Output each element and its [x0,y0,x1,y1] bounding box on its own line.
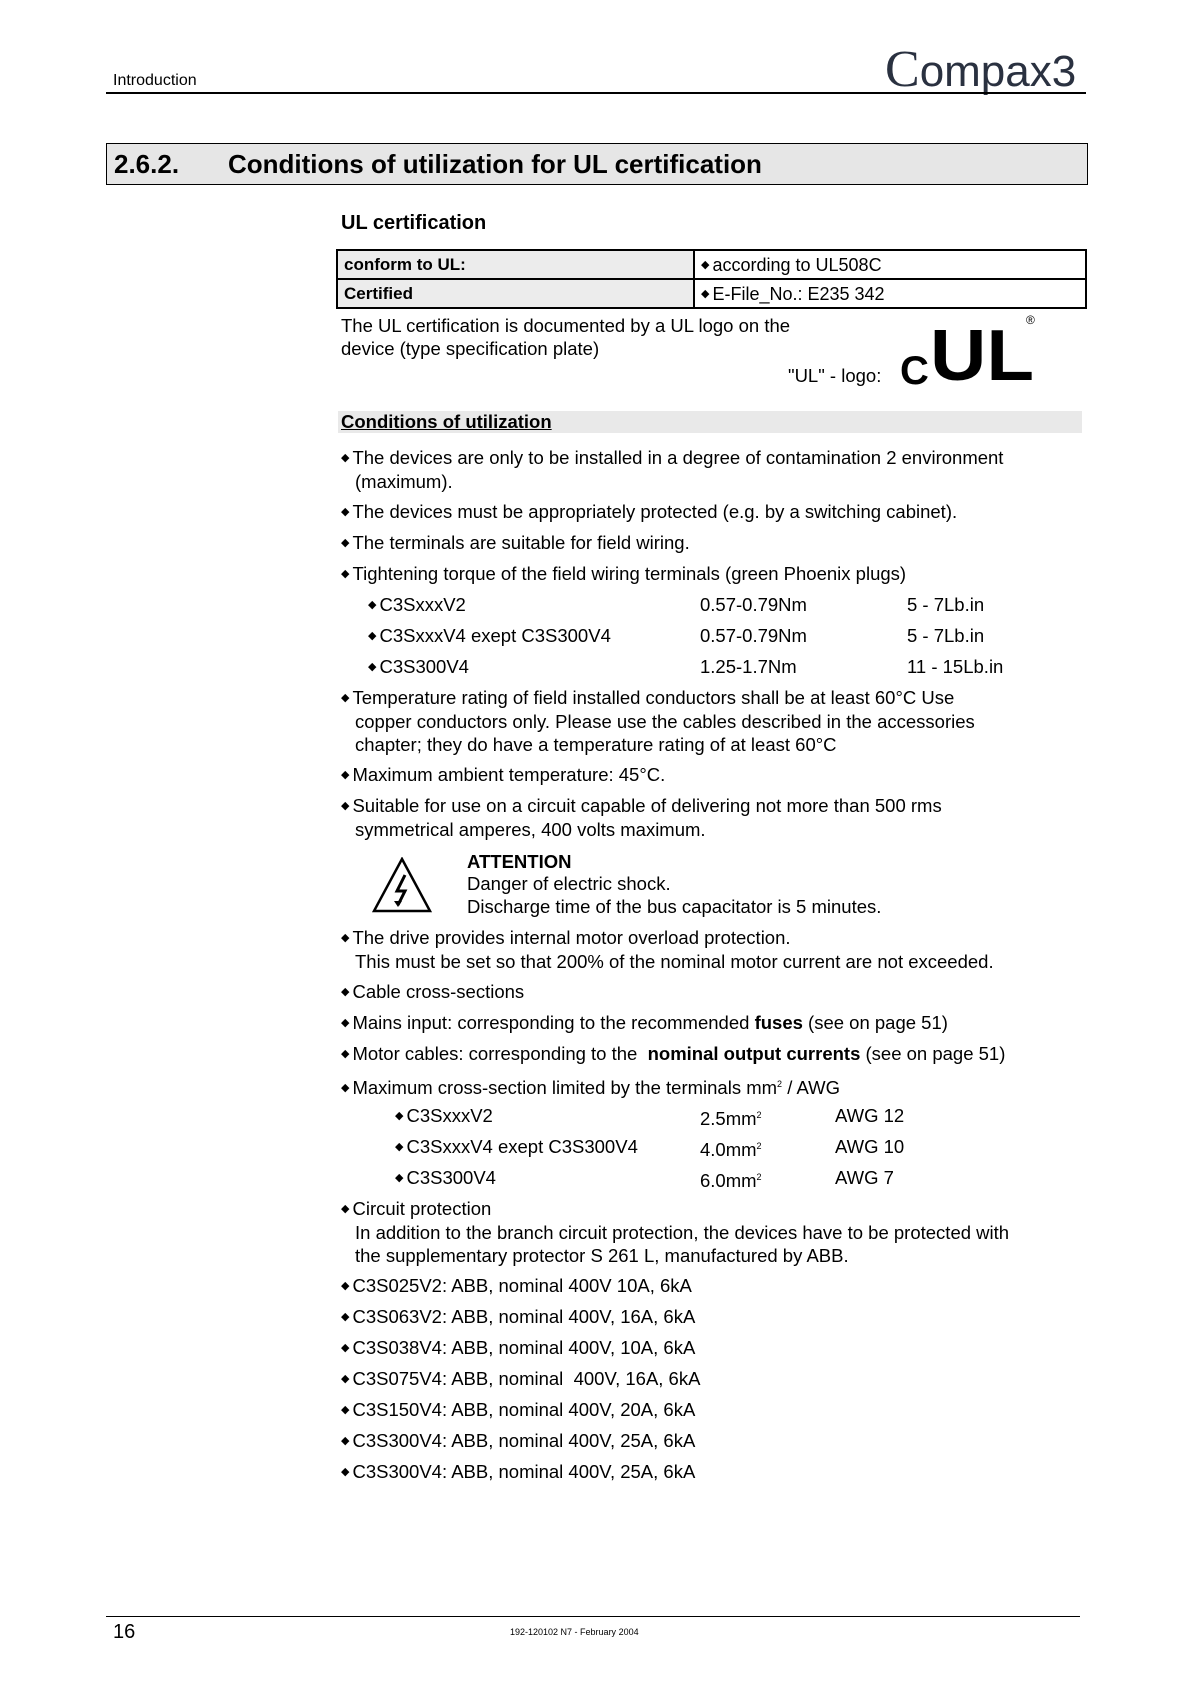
torque-lbin: 5 - 7Lb.in [907,625,985,646]
superscript: 2 [756,1141,762,1151]
attention-title: ATTENTION [467,851,572,872]
ul-logo-caption: "UL" - logo: [788,365,882,386]
list-item-text: The devices must be appropriately protected (e.g. by a switching cabinet). [352,501,958,522]
torque-device [368,593,466,617]
footer-divider [106,1616,1080,1617]
torque-device-text: C3S300V4 [379,656,469,677]
diamond-bullet-icon: ◆ [368,661,377,673]
diamond-bullet-icon: ◆ [341,452,350,464]
protector-item [341,1398,695,1422]
diamond-bullet-icon: ◆ [341,537,350,549]
cross-section-device-text: C3S300V4 [406,1167,496,1188]
list-item [341,763,665,787]
diamond-bullet-icon: ◆ [341,1017,350,1029]
list-item [341,1073,840,1100]
ul-description-line: device (type specification plate) [341,338,600,359]
table-value-text: E-File_No.: E235 342 [712,283,885,304]
diamond-bullet-icon: ◆ [701,287,710,300]
list-item [341,1042,1005,1066]
cross-section-mm [700,1166,762,1192]
diamond-bullet-icon: ◆ [341,692,350,704]
torque-device-text: C3SxxxV2 [379,594,466,615]
cross-section-device-text: C3SxxxV2 [406,1105,493,1126]
list-item-text: chapter; they do have a temperature rating of at least 60°C [355,734,837,755]
superscript: 2 [756,1172,762,1182]
diamond-bullet-icon: ◆ [341,1082,350,1095]
list-item-text: Mains input: corresponding to the recommended [352,1012,755,1033]
protector-text: C3S063V2: ABB, nominal 400V, 16A, 6kA [352,1306,696,1327]
diamond-bullet-icon: ◆ [341,506,350,518]
cross-section-mm-text: 6.0mm [700,1170,757,1192]
protector-text: C3S075V4: ABB, nominal 400V, 16A, 6kA [352,1368,701,1389]
attention-line: Discharge time of the bus capacitator is 5 minutes. [467,896,882,917]
ul-description-line: The UL certification is documented by a UL logo on the [341,315,791,336]
cross-section-mm-text: 2.5mm [700,1108,757,1130]
list-item-text: Cable cross-sections [352,981,525,1002]
document-reference: 192-120102 N7 - February 2004 [510,1627,639,1637]
header-section-label: Introduction [113,72,197,89]
diamond-bullet-icon: ◆ [368,630,377,642]
diamond-bullet-icon: ◆ [701,258,710,271]
protector-text: C3S300V4: ABB, nominal 400V, 25A, 6kA [352,1461,696,1482]
table-value-text: according to UL508C [712,254,882,275]
fuses-link-text: fuses [754,1012,803,1033]
list-item-text: Temperature rating of field installed conductors shall be at least 60°C Use [352,687,955,708]
protector-text: C3S025V2: ABB, nominal 400V 10A, 6kA [352,1275,692,1296]
protector-item [341,1305,695,1329]
header-divider [106,92,1086,94]
diamond-bullet-icon: ◆ [368,599,377,611]
torque-device [368,655,469,679]
logo-c: C [885,41,920,98]
protector-item [341,1429,695,1453]
list-item-text: Maximum cross-section limited by the terminals mm [352,1077,778,1099]
logo-text: ompax3 [919,47,1077,96]
diamond-bullet-icon: ◆ [341,1466,350,1478]
electric-shock-warning-icon [372,857,432,913]
list-item-text: the supplementary protector S 261 L, manufactured by ABB. [355,1245,849,1266]
list-item-text: The drive provides internal motor overload protection. [352,927,791,948]
list-item [341,562,906,586]
table-key: Certified [337,279,694,308]
protector-item [341,1336,695,1360]
compax3-logo [885,40,1076,99]
torque-nm: 0.57-0.79Nm [700,594,807,615]
diamond-bullet-icon: ◆ [341,1203,350,1215]
ul-description [341,314,841,360]
list-item [341,686,975,756]
list-item [341,926,994,973]
torque-nm: 1.25-1.7Nm [700,656,797,677]
cross-section-mm [700,1104,762,1130]
cross-section-awg: AWG 12 [835,1105,905,1126]
table-row [337,250,1086,279]
ul-certification-title: UL certification [341,212,487,234]
cross-section-mm [700,1135,762,1161]
diamond-bullet-icon: ◆ [341,1311,350,1323]
torque-nm: 0.57-0.79Nm [700,625,807,646]
diamond-bullet-icon: ◆ [341,800,350,812]
list-item [341,531,690,555]
diamond-bullet-icon: ◆ [341,1373,350,1385]
protector-text: C3S300V4: ABB, nominal 400V, 25A, 6kA [352,1430,696,1451]
torque-device [368,624,611,648]
protector-item [341,1274,692,1298]
list-item-text: (maximum). [355,471,453,492]
conditions-title: Conditions of utilization [341,411,552,432]
list-item-text: Circuit protection [352,1198,492,1219]
diamond-bullet-icon: ◆ [341,1048,350,1060]
ul-logo-icon [900,312,1040,388]
table-key: conform to UL: [337,250,694,279]
diamond-bullet-icon: ◆ [341,932,350,944]
diamond-bullet-icon: ◆ [341,986,350,998]
diamond-bullet-icon: ◆ [341,1280,350,1292]
cross-section-awg: AWG 7 [835,1167,894,1188]
list-item-text: In addition to the branch circuit protection, the devices have to be protected with [355,1222,1010,1243]
ul-logo-ul: UL [930,316,1034,388]
cross-section-device-text: C3SxxxV4 exept C3S300V4 [406,1136,638,1157]
table-value [694,250,1086,279]
list-item [341,794,942,841]
section-number: 2.6.2. [114,149,180,179]
superscript: 2 [756,1110,762,1120]
section-title: Conditions of utilization for UL certification [228,149,762,179]
nominal-output-currents-text: nominal output currents [647,1043,861,1064]
attention-line: Danger of electric shock. [467,873,671,894]
ul-logo-registered: ® [1026,313,1035,327]
list-item-text: (see on page 51) [802,1012,948,1033]
diamond-bullet-icon: ◆ [341,1342,350,1354]
list-item-text: Suitable for use on a circuit capable of delivering not more than 500 rms [352,795,942,816]
cross-section-device [395,1135,638,1159]
list-item-text: The devices are only to be installed in a degree of contamination 2 environment [352,447,1004,468]
cross-section-device [395,1166,496,1190]
protector-item [341,1460,695,1484]
table-row [337,279,1086,308]
protector-text: C3S150V4: ABB, nominal 400V, 20A, 6kA [352,1399,696,1420]
diamond-bullet-icon: ◆ [395,1110,404,1122]
list-item-text: symmetrical amperes, 400 volts maximum. [355,819,706,840]
list-item-text: Maximum ambient temperature: 45°C. [352,764,666,785]
protector-text: C3S038V4: ABB, nominal 400V, 10A, 6kA [352,1337,696,1358]
cross-section-device [395,1104,493,1128]
cross-section-awg: AWG 10 [835,1136,905,1157]
cross-section-mm-text: 4.0mm [700,1139,757,1161]
list-item-text: copper conductors only. Please use the cables described in the accessories [355,711,975,732]
diamond-bullet-icon: ◆ [341,1404,350,1416]
superscript: 2 [777,1079,783,1089]
torque-lbin: 5 - 7Lb.in [907,594,985,615]
diamond-bullet-icon: ◆ [395,1172,404,1184]
list-item [341,1011,948,1035]
list-item [341,980,524,1004]
diamond-bullet-icon: ◆ [341,1435,350,1447]
list-item-text: (see on page 51) [860,1043,1006,1064]
list-item [341,500,957,524]
list-item [341,446,1003,493]
list-item [341,1197,1009,1267]
diamond-bullet-icon: ◆ [395,1141,404,1153]
list-item-text: / AWG [782,1077,840,1099]
list-item-text: This must be set so that 200% of the nominal motor current are not exceeded. [355,951,994,972]
protector-item [341,1367,700,1391]
ul-certification-table [336,249,1087,309]
ul-logo-c: C [900,349,929,388]
torque-lbin: 11 - 15Lb.in [907,656,1004,677]
torque-device-text: C3SxxxV4 exept C3S300V4 [379,625,611,646]
list-item-text: Tightening torque of the field wiring terminals (green Phoenix plugs) [352,563,907,584]
diamond-bullet-icon: ◆ [341,769,350,781]
list-item-text: The terminals are suitable for field wiring. [352,532,690,553]
diamond-bullet-icon: ◆ [341,568,350,580]
page-number: 16 [113,1621,136,1643]
list-item-text: Motor cables: corresponding to the [352,1043,648,1064]
table-value [694,279,1086,308]
